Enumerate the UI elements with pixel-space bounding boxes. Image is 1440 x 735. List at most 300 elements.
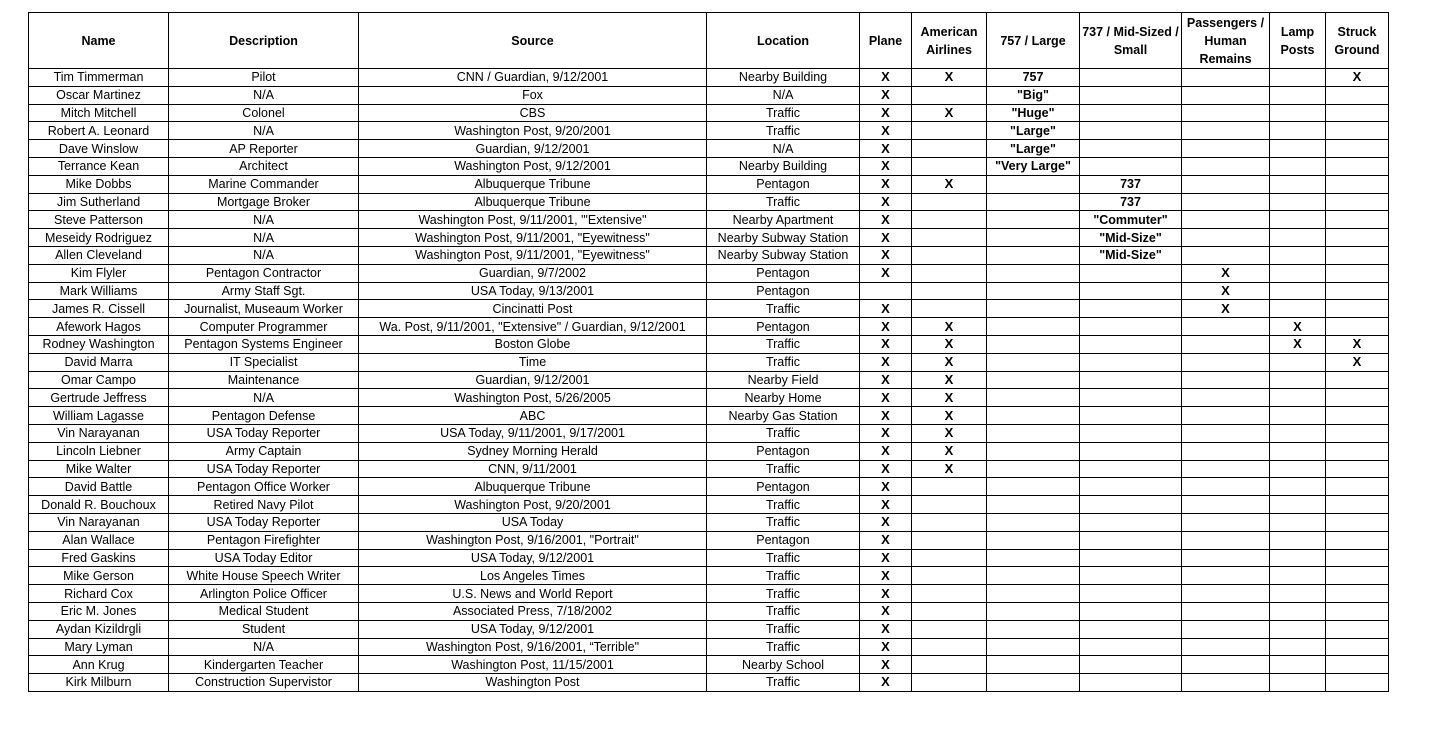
cell-plane: X	[860, 69, 912, 87]
cell-description: Pentagon Office Worker	[169, 478, 359, 496]
cell-description: Marine Commander	[169, 175, 359, 193]
cell-location: N/A	[707, 86, 860, 104]
table-row	[29, 300, 1389, 318]
column-header-737-mid-sized-small: 737 / Mid-Sized / Small	[1080, 13, 1182, 69]
cell-passengers-human-remains	[1182, 656, 1270, 674]
cell-description: AP Reporter	[169, 140, 359, 158]
cell-757-large: "Large"	[987, 140, 1080, 158]
cell-plane: X	[860, 585, 912, 603]
cell-description: N/A	[169, 638, 359, 656]
cell-737-mid-sized-small	[1080, 602, 1182, 620]
cell-lamp-posts	[1270, 585, 1326, 603]
cell-lamp-posts	[1270, 246, 1326, 264]
column-header-description: Description	[169, 13, 359, 69]
cell-plane: X	[860, 389, 912, 407]
table-header	[29, 13, 1389, 69]
cell-location: Nearby School	[707, 656, 860, 674]
table-row	[29, 496, 1389, 514]
cell-plane: X	[860, 318, 912, 336]
cell-plane: X	[860, 264, 912, 282]
cell-source: CBS	[359, 104, 707, 122]
cell-struck-ground	[1326, 585, 1389, 603]
cell-passengers-human-remains	[1182, 496, 1270, 514]
cell-name: Mike Dobbs	[29, 175, 169, 193]
cell-source: Cincinatti Post	[359, 300, 707, 318]
cell-plane: X	[860, 674, 912, 692]
cell-american-airlines	[912, 211, 987, 229]
cell-plane: X	[860, 567, 912, 585]
cell-737-mid-sized-small: "Mid-Size"	[1080, 246, 1182, 264]
cell-struck-ground	[1326, 300, 1389, 318]
table-row	[29, 585, 1389, 603]
cell-passengers-human-remains	[1182, 140, 1270, 158]
cell-american-airlines	[912, 656, 987, 674]
cell-737-mid-sized-small	[1080, 157, 1182, 175]
cell-description: Pentagon Defense	[169, 407, 359, 425]
cell-lamp-posts	[1270, 300, 1326, 318]
cell-location: Pentagon	[707, 318, 860, 336]
cell-source: Guardian, 9/12/2001	[359, 140, 707, 158]
cell-plane: X	[860, 513, 912, 531]
cell-plane: X	[860, 371, 912, 389]
cell-source: Time	[359, 353, 707, 371]
cell-description: Computer Programmer	[169, 318, 359, 336]
cell-737-mid-sized-small	[1080, 567, 1182, 585]
cell-location: Traffic	[707, 353, 860, 371]
cell-struck-ground: X	[1326, 335, 1389, 353]
cell-737-mid-sized-small	[1080, 478, 1182, 496]
witness-table	[28, 12, 1389, 692]
table-row	[29, 140, 1389, 158]
table-row	[29, 122, 1389, 140]
cell-struck-ground	[1326, 104, 1389, 122]
cell-struck-ground	[1326, 371, 1389, 389]
cell-location: Nearby Apartment	[707, 211, 860, 229]
cell-source: U.S. News and World Report	[359, 585, 707, 603]
cell-source: Washington Post	[359, 674, 707, 692]
cell-struck-ground: X	[1326, 69, 1389, 87]
cell-757-large	[987, 300, 1080, 318]
cell-name: Oscar Martinez	[29, 86, 169, 104]
table-row	[29, 318, 1389, 336]
cell-location: Nearby Gas Station	[707, 407, 860, 425]
table-row	[29, 353, 1389, 371]
cell-name: Kirk Milburn	[29, 674, 169, 692]
cell-737-mid-sized-small	[1080, 122, 1182, 140]
cell-location: Nearby Home	[707, 389, 860, 407]
cell-lamp-posts	[1270, 460, 1326, 478]
cell-757-large	[987, 424, 1080, 442]
cell-plane: X	[860, 193, 912, 211]
cell-plane: X	[860, 620, 912, 638]
cell-description: USA Today Reporter	[169, 513, 359, 531]
cell-757-large	[987, 585, 1080, 603]
cell-location: Pentagon	[707, 264, 860, 282]
cell-source: Washington Post, 9/16/2001, "Portrait"	[359, 531, 707, 549]
cell-name: Allen Cleveland	[29, 246, 169, 264]
cell-description: Pentagon Contractor	[169, 264, 359, 282]
table-row	[29, 513, 1389, 531]
cell-plane: X	[860, 335, 912, 353]
cell-plane: X	[860, 442, 912, 460]
cell-struck-ground	[1326, 531, 1389, 549]
cell-source: Washington Post, 9/20/2001	[359, 122, 707, 140]
cell-plane: X	[860, 157, 912, 175]
cell-location: Traffic	[707, 585, 860, 603]
cell-source: Guardian, 9/12/2001	[359, 371, 707, 389]
cell-location: Pentagon	[707, 442, 860, 460]
cell-737-mid-sized-small	[1080, 638, 1182, 656]
cell-737-mid-sized-small	[1080, 140, 1182, 158]
column-header-struck-ground: Struck Ground	[1326, 13, 1389, 69]
cell-lamp-posts: X	[1270, 335, 1326, 353]
cell-description: Journalist, Museaum Worker	[169, 300, 359, 318]
cell-passengers-human-remains	[1182, 69, 1270, 87]
cell-american-airlines: X	[912, 389, 987, 407]
cell-737-mid-sized-small	[1080, 389, 1182, 407]
table-row	[29, 442, 1389, 460]
cell-757-large	[987, 620, 1080, 638]
table-row	[29, 602, 1389, 620]
cell-757-large	[987, 460, 1080, 478]
cell-passengers-human-remains	[1182, 229, 1270, 247]
cell-name: Mike Gerson	[29, 567, 169, 585]
cell-passengers-human-remains	[1182, 157, 1270, 175]
cell-757-large	[987, 282, 1080, 300]
cell-description: N/A	[169, 86, 359, 104]
cell-location: Traffic	[707, 602, 860, 620]
cell-location: Traffic	[707, 513, 860, 531]
cell-american-airlines: X	[912, 424, 987, 442]
cell-757-large	[987, 318, 1080, 336]
cell-american-airlines: X	[912, 371, 987, 389]
cell-source: Washington Post, 9/11/2001, "'Extensive"	[359, 211, 707, 229]
table-row	[29, 175, 1389, 193]
cell-name: Omar Campo	[29, 371, 169, 389]
cell-struck-ground	[1326, 264, 1389, 282]
cell-source: USA Today, 9/12/2001	[359, 620, 707, 638]
cell-737-mid-sized-small	[1080, 318, 1182, 336]
cell-lamp-posts	[1270, 175, 1326, 193]
table-row	[29, 211, 1389, 229]
cell-name: Steve Patterson	[29, 211, 169, 229]
cell-757-large	[987, 407, 1080, 425]
cell-lamp-posts	[1270, 656, 1326, 674]
cell-struck-ground	[1326, 656, 1389, 674]
cell-struck-ground	[1326, 318, 1389, 336]
cell-american-airlines	[912, 122, 987, 140]
cell-737-mid-sized-small	[1080, 424, 1182, 442]
cell-source: Albuquerque Tribune	[359, 175, 707, 193]
cell-737-mid-sized-small	[1080, 407, 1182, 425]
cell-plane: X	[860, 229, 912, 247]
cell-struck-ground	[1326, 620, 1389, 638]
table-row	[29, 69, 1389, 87]
column-header-757-large: 757 / Large	[987, 13, 1080, 69]
table-row	[29, 389, 1389, 407]
cell-lamp-posts	[1270, 211, 1326, 229]
cell-plane: X	[860, 531, 912, 549]
table-row	[29, 567, 1389, 585]
cell-description: USA Today Reporter	[169, 424, 359, 442]
cell-lamp-posts	[1270, 104, 1326, 122]
cell-american-airlines: X	[912, 335, 987, 353]
cell-passengers-human-remains	[1182, 353, 1270, 371]
cell-757-large	[987, 602, 1080, 620]
cell-struck-ground	[1326, 86, 1389, 104]
cell-name: Vin Narayanan	[29, 513, 169, 531]
cell-location: Nearby Subway Station	[707, 246, 860, 264]
cell-passengers-human-remains	[1182, 211, 1270, 229]
cell-737-mid-sized-small	[1080, 585, 1182, 603]
cell-name: Gertrude Jeffress	[29, 389, 169, 407]
cell-location: Pentagon	[707, 175, 860, 193]
cell-source: Guardian, 9/7/2002	[359, 264, 707, 282]
cell-757-large	[987, 567, 1080, 585]
cell-737-mid-sized-small: "Commuter"	[1080, 211, 1182, 229]
cell-name: Afework Hagos	[29, 318, 169, 336]
cell-757-large	[987, 229, 1080, 247]
cell-lamp-posts	[1270, 513, 1326, 531]
cell-lamp-posts	[1270, 531, 1326, 549]
cell-location: Traffic	[707, 460, 860, 478]
cell-757-large	[987, 193, 1080, 211]
cell-757-large	[987, 442, 1080, 460]
cell-source: Washington Post, 9/11/2001, "Eyewitness"	[359, 229, 707, 247]
cell-plane: X	[860, 300, 912, 318]
cell-name: Meseidy Rodriguez	[29, 229, 169, 247]
cell-737-mid-sized-small	[1080, 335, 1182, 353]
cell-passengers-human-remains: X	[1182, 300, 1270, 318]
cell-757-large: "Huge"	[987, 104, 1080, 122]
cell-name: Mike Walter	[29, 460, 169, 478]
cell-passengers-human-remains	[1182, 424, 1270, 442]
cell-description: Mortgage Broker	[169, 193, 359, 211]
column-header-source: Source	[359, 13, 707, 69]
cell-struck-ground	[1326, 122, 1389, 140]
cell-source: Boston Globe	[359, 335, 707, 353]
cell-passengers-human-remains	[1182, 602, 1270, 620]
cell-passengers-human-remains	[1182, 442, 1270, 460]
cell-source: Washington Post, 9/12/2001	[359, 157, 707, 175]
cell-source: ABC	[359, 407, 707, 425]
table-row	[29, 335, 1389, 353]
cell-description: Colonel	[169, 104, 359, 122]
cell-american-airlines	[912, 193, 987, 211]
cell-description: USA Today Reporter	[169, 460, 359, 478]
cell-lamp-posts	[1270, 371, 1326, 389]
cell-description: N/A	[169, 389, 359, 407]
cell-757-large	[987, 335, 1080, 353]
column-header-location: Location	[707, 13, 860, 69]
cell-american-airlines	[912, 549, 987, 567]
cell-737-mid-sized-small	[1080, 264, 1182, 282]
cell-737-mid-sized-small	[1080, 104, 1182, 122]
cell-american-airlines	[912, 478, 987, 496]
cell-struck-ground	[1326, 282, 1389, 300]
cell-source: USA Today, 9/11/2001, 9/17/2001	[359, 424, 707, 442]
cell-757-large: 757	[987, 69, 1080, 87]
cell-plane: X	[860, 140, 912, 158]
cell-description: Retired Navy Pilot	[169, 496, 359, 514]
cell-location: Pentagon	[707, 478, 860, 496]
cell-location: Traffic	[707, 300, 860, 318]
cell-name: Dave Winslow	[29, 140, 169, 158]
cell-plane: X	[860, 175, 912, 193]
cell-struck-ground	[1326, 549, 1389, 567]
cell-description: N/A	[169, 246, 359, 264]
cell-american-airlines: X	[912, 442, 987, 460]
cell-source: Washington Post, 9/11/2001, "Eyewitness"	[359, 246, 707, 264]
cell-description: Construction Supervistor	[169, 674, 359, 692]
cell-name: Alan Wallace	[29, 531, 169, 549]
cell-lamp-posts	[1270, 549, 1326, 567]
cell-source: USA Today	[359, 513, 707, 531]
cell-american-airlines	[912, 157, 987, 175]
cell-plane: X	[860, 424, 912, 442]
cell-struck-ground	[1326, 193, 1389, 211]
cell-american-airlines	[912, 602, 987, 620]
cell-description: White House Speech Writer	[169, 567, 359, 585]
cell-location: Traffic	[707, 638, 860, 656]
cell-american-airlines	[912, 86, 987, 104]
cell-lamp-posts	[1270, 86, 1326, 104]
table-row	[29, 246, 1389, 264]
cell-757-large	[987, 264, 1080, 282]
cell-name: Kim Flyler	[29, 264, 169, 282]
table-row	[29, 460, 1389, 478]
cell-plane: X	[860, 122, 912, 140]
table-row	[29, 282, 1389, 300]
cell-plane: X	[860, 549, 912, 567]
cell-name: Tim Timmerman	[29, 69, 169, 87]
cell-struck-ground	[1326, 567, 1389, 585]
table-row	[29, 371, 1389, 389]
cell-passengers-human-remains	[1182, 460, 1270, 478]
cell-lamp-posts	[1270, 389, 1326, 407]
cell-name: David Marra	[29, 353, 169, 371]
cell-passengers-human-remains	[1182, 175, 1270, 193]
cell-passengers-human-remains	[1182, 318, 1270, 336]
cell-american-airlines	[912, 674, 987, 692]
cell-location: Nearby Field	[707, 371, 860, 389]
cell-source: Associated Press, 7/18/2002	[359, 602, 707, 620]
cell-struck-ground	[1326, 513, 1389, 531]
cell-american-airlines: X	[912, 104, 987, 122]
cell-plane: X	[860, 246, 912, 264]
cell-struck-ground	[1326, 407, 1389, 425]
cell-american-airlines	[912, 496, 987, 514]
cell-lamp-posts	[1270, 424, 1326, 442]
cell-name: William Lagasse	[29, 407, 169, 425]
cell-name: Robert A. Leonard	[29, 122, 169, 140]
cell-lamp-posts	[1270, 478, 1326, 496]
cell-description: Maintenance	[169, 371, 359, 389]
cell-lamp-posts	[1270, 229, 1326, 247]
cell-american-airlines	[912, 638, 987, 656]
cell-plane: X	[860, 638, 912, 656]
cell-name: Lincoln Liebner	[29, 442, 169, 460]
cell-name: Donald R. Bouchoux	[29, 496, 169, 514]
cell-plane: X	[860, 211, 912, 229]
table-row	[29, 86, 1389, 104]
cell-struck-ground: X	[1326, 353, 1389, 371]
cell-location: Nearby Subway Station	[707, 229, 860, 247]
cell-lamp-posts	[1270, 140, 1326, 158]
table-row	[29, 620, 1389, 638]
cell-plane: X	[860, 407, 912, 425]
cell-description: Army Staff Sgt.	[169, 282, 359, 300]
cell-source: CNN / Guardian, 9/12/2001	[359, 69, 707, 87]
cell-location: N/A	[707, 140, 860, 158]
cell-american-airlines	[912, 264, 987, 282]
cell-passengers-human-remains	[1182, 122, 1270, 140]
cell-passengers-human-remains	[1182, 620, 1270, 638]
column-header-american-airlines: American Airlines	[912, 13, 987, 69]
cell-757-large	[987, 531, 1080, 549]
cell-location: Nearby Building	[707, 157, 860, 175]
cell-source: CNN, 9/11/2001	[359, 460, 707, 478]
cell-american-airlines	[912, 567, 987, 585]
cell-737-mid-sized-small	[1080, 353, 1182, 371]
cell-737-mid-sized-small	[1080, 620, 1182, 638]
cell-plane: X	[860, 496, 912, 514]
table-row	[29, 531, 1389, 549]
column-header-lamp-posts: Lamp Posts	[1270, 13, 1326, 69]
cell-737-mid-sized-small	[1080, 496, 1182, 514]
cell-757-large: "Big"	[987, 86, 1080, 104]
column-header-passengers-human-remains: Passengers / Human Remains	[1182, 13, 1270, 69]
cell-name: Rodney Washington	[29, 335, 169, 353]
cell-lamp-posts	[1270, 157, 1326, 175]
cell-location: Traffic	[707, 424, 860, 442]
cell-757-large	[987, 211, 1080, 229]
table-body	[29, 69, 1389, 692]
table-row	[29, 229, 1389, 247]
cell-plane: X	[860, 86, 912, 104]
cell-passengers-human-remains	[1182, 335, 1270, 353]
cell-passengers-human-remains	[1182, 407, 1270, 425]
cell-passengers-human-remains	[1182, 193, 1270, 211]
cell-source: Washington Post, 11/15/2001	[359, 656, 707, 674]
cell-passengers-human-remains	[1182, 389, 1270, 407]
header-row	[29, 13, 1389, 69]
cell-description: Medical Student	[169, 602, 359, 620]
cell-struck-ground	[1326, 478, 1389, 496]
cell-name: Eric M. Jones	[29, 602, 169, 620]
cell-passengers-human-remains	[1182, 531, 1270, 549]
cell-description: N/A	[169, 211, 359, 229]
cell-source: Washington Post, 5/26/2005	[359, 389, 707, 407]
cell-location: Pentagon	[707, 531, 860, 549]
cell-description: USA Today Editor	[169, 549, 359, 567]
cell-american-airlines	[912, 140, 987, 158]
cell-description: Army Captain	[169, 442, 359, 460]
cell-757-large	[987, 175, 1080, 193]
cell-passengers-human-remains	[1182, 549, 1270, 567]
cell-lamp-posts	[1270, 567, 1326, 585]
cell-passengers-human-remains	[1182, 567, 1270, 585]
cell-source: Washington Post, 9/20/2001	[359, 496, 707, 514]
cell-name: James R. Cissell	[29, 300, 169, 318]
cell-location: Traffic	[707, 549, 860, 567]
cell-american-airlines	[912, 620, 987, 638]
table-row	[29, 656, 1389, 674]
cell-passengers-human-remains	[1182, 246, 1270, 264]
cell-struck-ground	[1326, 496, 1389, 514]
cell-struck-ground	[1326, 638, 1389, 656]
cell-757-large	[987, 389, 1080, 407]
